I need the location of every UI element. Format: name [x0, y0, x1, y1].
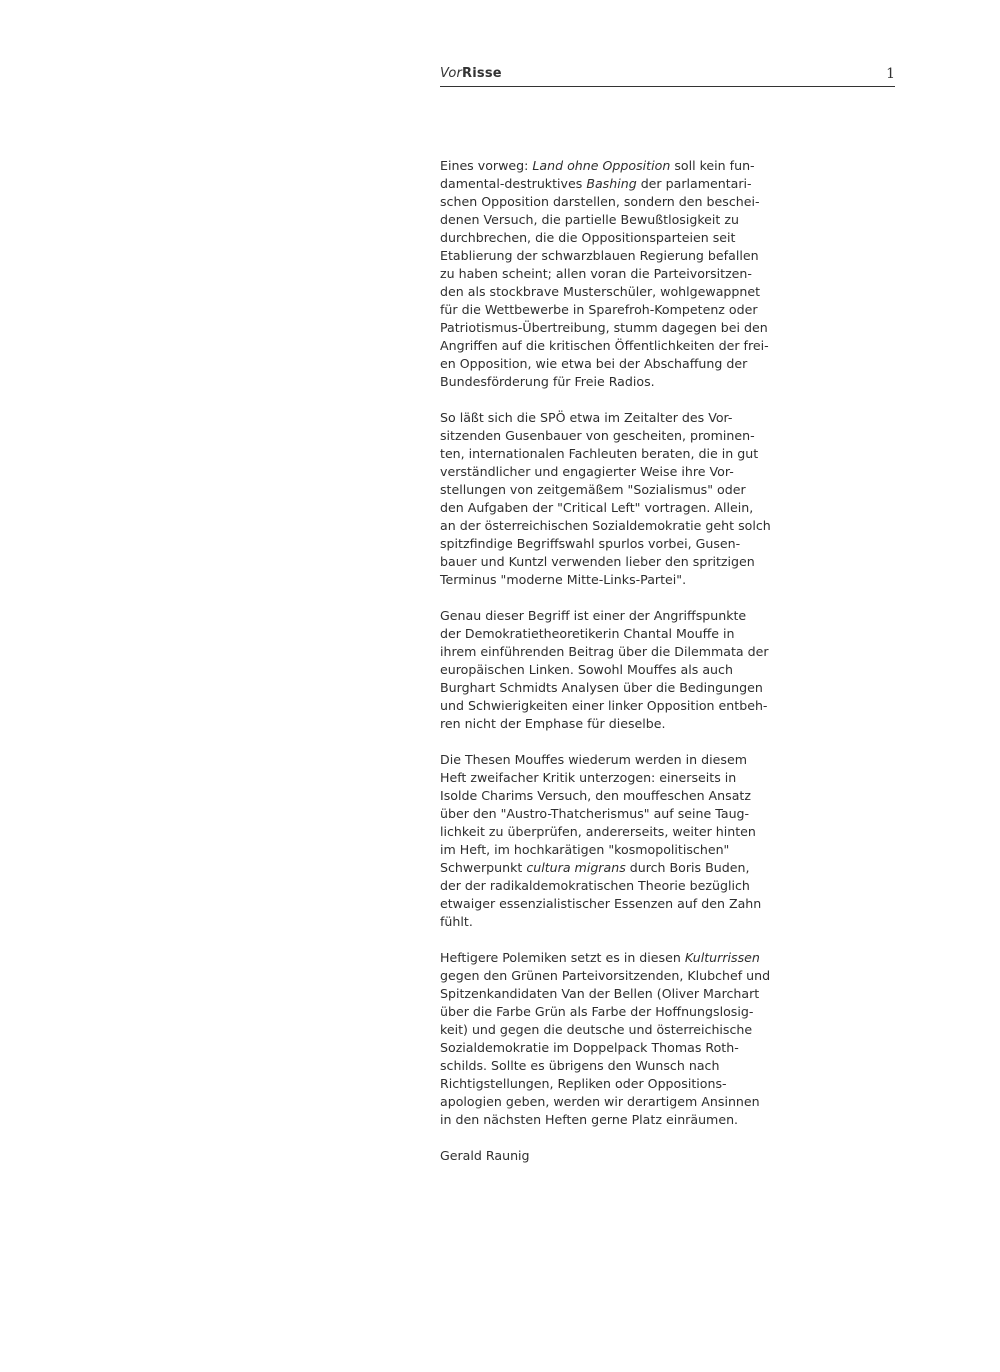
- text-line: [440, 481, 810, 499]
- text-line: [440, 283, 810, 301]
- paragraph: [440, 949, 810, 1129]
- text-line: [440, 679, 810, 697]
- text-line: [440, 1057, 810, 1075]
- text-line: [440, 643, 810, 661]
- text-segment: Isolde Charims Versuch, den mouffeschen Ansatz: [440, 788, 751, 803]
- text-line: [440, 985, 810, 1003]
- text-segment: europäischen Linken. Sowohl Mouffes als auch: [440, 662, 733, 677]
- text-line: [440, 805, 810, 823]
- text-segment: Sozialdemokratie im Doppelpack Thomas Roth-: [440, 1040, 739, 1055]
- text-line: [440, 625, 810, 643]
- text-line: [440, 895, 810, 913]
- text-line: [440, 697, 810, 715]
- text-line: [440, 1111, 810, 1129]
- text-segment: durchbrechen, die die Oppositionsparteien seit: [440, 230, 736, 245]
- text-segment: Heft zweifacher Kritik unterzogen: einerseits in: [440, 770, 737, 785]
- text-line: [440, 157, 810, 175]
- text-line: [440, 373, 810, 391]
- text-segment: en Opposition, wie etwa bei der Abschaffung der: [440, 356, 748, 371]
- text-line: [440, 715, 810, 733]
- text-segment: denen Versuch, die partielle Bewußtlosigkeit zu: [440, 212, 739, 227]
- text-segment: in den nächsten Heften gerne Platz einräumen.: [440, 1112, 739, 1127]
- text-segment: Eines vorweg:: [440, 158, 533, 173]
- text-segment: zu haben scheint; allen voran die Parteivorsitzen-: [440, 266, 752, 281]
- journal-title-main: Risse: [462, 66, 502, 81]
- text-line: [440, 517, 810, 535]
- text-segment: keit) und gegen die deutsche und österreichische: [440, 1022, 753, 1037]
- text-segment: sitzenden Gusenbauer von gescheiten, prominen-: [440, 428, 755, 443]
- italic-text: cultura migrans: [526, 860, 626, 875]
- text-segment: Bundesförderung für Freie Radios.: [440, 374, 655, 389]
- text-line: [440, 265, 810, 283]
- text-segment: Richtigstellungen, Repliken oder Oppositions-: [440, 1076, 727, 1091]
- italic-text: Kulturrissen: [684, 950, 760, 965]
- text-segment: durch Boris Buden,: [625, 860, 750, 875]
- text-segment: gegen den Grünen Parteivorsitzenden, Klubchef und: [440, 968, 771, 983]
- journal-title: [440, 66, 502, 81]
- text-line: [440, 193, 810, 211]
- text-line: [440, 1093, 810, 1111]
- text-segment: Die Thesen Mouffes wiederum werden in diesem: [440, 752, 747, 767]
- text-line: [440, 607, 810, 625]
- text-segment: über den "Austro-Thatcherismus" auf seine Taug-: [440, 806, 750, 821]
- italic-text: Land ohne Opposition: [532, 158, 671, 173]
- text-segment: Angriffen auf die kritischen Öffentlichkeiten der frei-: [440, 338, 769, 353]
- text-segment: der Demokratietheoretikerin Chantal Mouffe in: [440, 626, 735, 641]
- text-line: [440, 463, 810, 481]
- text-segment: verständlicher und engagierter Weise ihre Vor-: [440, 464, 734, 479]
- text-line: [440, 247, 810, 265]
- text-line: [440, 553, 810, 571]
- paragraph: [440, 751, 810, 931]
- text-segment: über die Farbe Grün als Farbe der Hoffnungslosig-: [440, 1004, 754, 1019]
- text-segment: stellungen von zeitgemäßem "Sozialismus" oder: [440, 482, 746, 497]
- text-segment: Terminus "moderne Mitte-Links-Partei".: [440, 572, 687, 587]
- text-segment: soll kein fun-: [670, 158, 755, 173]
- text-line: [440, 535, 810, 553]
- text-line: [440, 1039, 810, 1057]
- text-segment: ren nicht der Emphase für dieselbe.: [440, 716, 666, 731]
- text-line: [440, 571, 810, 589]
- text-segment: bauer und Kuntzl verwenden lieber den spritzigen: [440, 554, 755, 569]
- text-line: [440, 967, 810, 985]
- text-line: [440, 1003, 810, 1021]
- text-segment: den Aufgaben der "Critical Left" vortragen. Allein,: [440, 500, 754, 515]
- text-line: [440, 427, 810, 445]
- text-line: [440, 1021, 810, 1039]
- text-segment: an der österreichischen Sozialdemokratie geht solch: [440, 518, 771, 533]
- text-line: [440, 319, 810, 337]
- text-line: [440, 211, 810, 229]
- text-segment: fühlt.: [440, 914, 473, 929]
- text-segment: der der radikaldemokratischen Theorie bezüglich: [440, 878, 750, 893]
- text-segment: etwaiger essenzialistischer Essenzen auf den Zahn: [440, 896, 762, 911]
- text-segment: ihrem einführenden Beitrag über die Dilemmata der: [440, 644, 769, 659]
- text-segment: ten, internationalen Fachleuten beraten, die in gut: [440, 446, 759, 461]
- text-line: [440, 877, 810, 895]
- text-line: [440, 949, 810, 967]
- text-segment: So läßt sich die SPÖ etwa im Zeitalter des Vor-: [440, 410, 733, 425]
- text-line: [440, 841, 810, 859]
- text-line: [440, 445, 810, 463]
- text-line: [440, 661, 810, 679]
- text-segment: im Heft, im hochkarätigen "kosmopolitischen": [440, 842, 730, 857]
- text-segment: spitzfindige Begriffswahl spurlos vorbei, Gusen-: [440, 536, 741, 551]
- text-segment: schilds. Sollte es übrigens den Wunsch nach: [440, 1058, 720, 1073]
- text-segment: den als stockbrave Musterschüler, wohlgewappnet: [440, 284, 761, 299]
- journal-title-prefix: Vor: [440, 66, 463, 81]
- text-segment: Burghart Schmidts Analysen über die Bedingungen: [440, 680, 763, 695]
- text-line: [440, 769, 810, 787]
- paragraph: [440, 607, 810, 733]
- text-line: [440, 355, 810, 373]
- text-line: [440, 823, 810, 841]
- paragraph: [440, 157, 810, 391]
- text-segment: Heftigere Polemiken setzt es in diesen: [440, 950, 685, 965]
- editorial-text: [440, 157, 810, 1165]
- page-number: 1: [886, 66, 895, 82]
- text-segment: lichkeit zu überprüfen, andererseits, weiter hinten: [440, 824, 756, 839]
- text-segment: apologien geben, werden wir derartigem Ansinnen: [440, 1094, 760, 1109]
- text-segment: und Schwierigkeiten einer linker Opposition entbeh-: [440, 698, 768, 713]
- text-line: [440, 409, 810, 427]
- text-line: [440, 301, 810, 319]
- text-line: [440, 787, 810, 805]
- running-header: [440, 66, 895, 87]
- text-line: [440, 751, 810, 769]
- italic-text: Bashing: [586, 176, 637, 191]
- text-segment: Schwerpunkt: [440, 860, 527, 875]
- author-signature: Gerald Raunig: [440, 1148, 530, 1163]
- text-line: [440, 1075, 810, 1093]
- text-segment: Etablierung der schwarzblauen Regierung befallen: [440, 248, 759, 263]
- text-segment: Genau dieser Begriff ist einer der Angriffspunkte: [440, 608, 747, 623]
- text-segment: Spitzenkandidaten Van der Bellen (Oliver Marchart: [440, 986, 760, 1001]
- text-line: [440, 337, 810, 355]
- text-segment: Patriotismus-Übertreibung, stumm dagegen bei den: [440, 320, 768, 335]
- text-line: [440, 859, 810, 877]
- text-line: [440, 175, 810, 193]
- text-segment: der parlamentari-: [636, 176, 752, 191]
- paragraph: [440, 409, 810, 589]
- text-line: [440, 229, 810, 247]
- text-line: [440, 499, 810, 517]
- text-segment: schen Opposition darstellen, sondern den beschei-: [440, 194, 760, 209]
- text-segment: für die Wettbewerbe in Sparefroh-Kompetenz oder: [440, 302, 758, 317]
- text-segment: damental-destruktives: [440, 176, 587, 191]
- text-line: [440, 913, 810, 931]
